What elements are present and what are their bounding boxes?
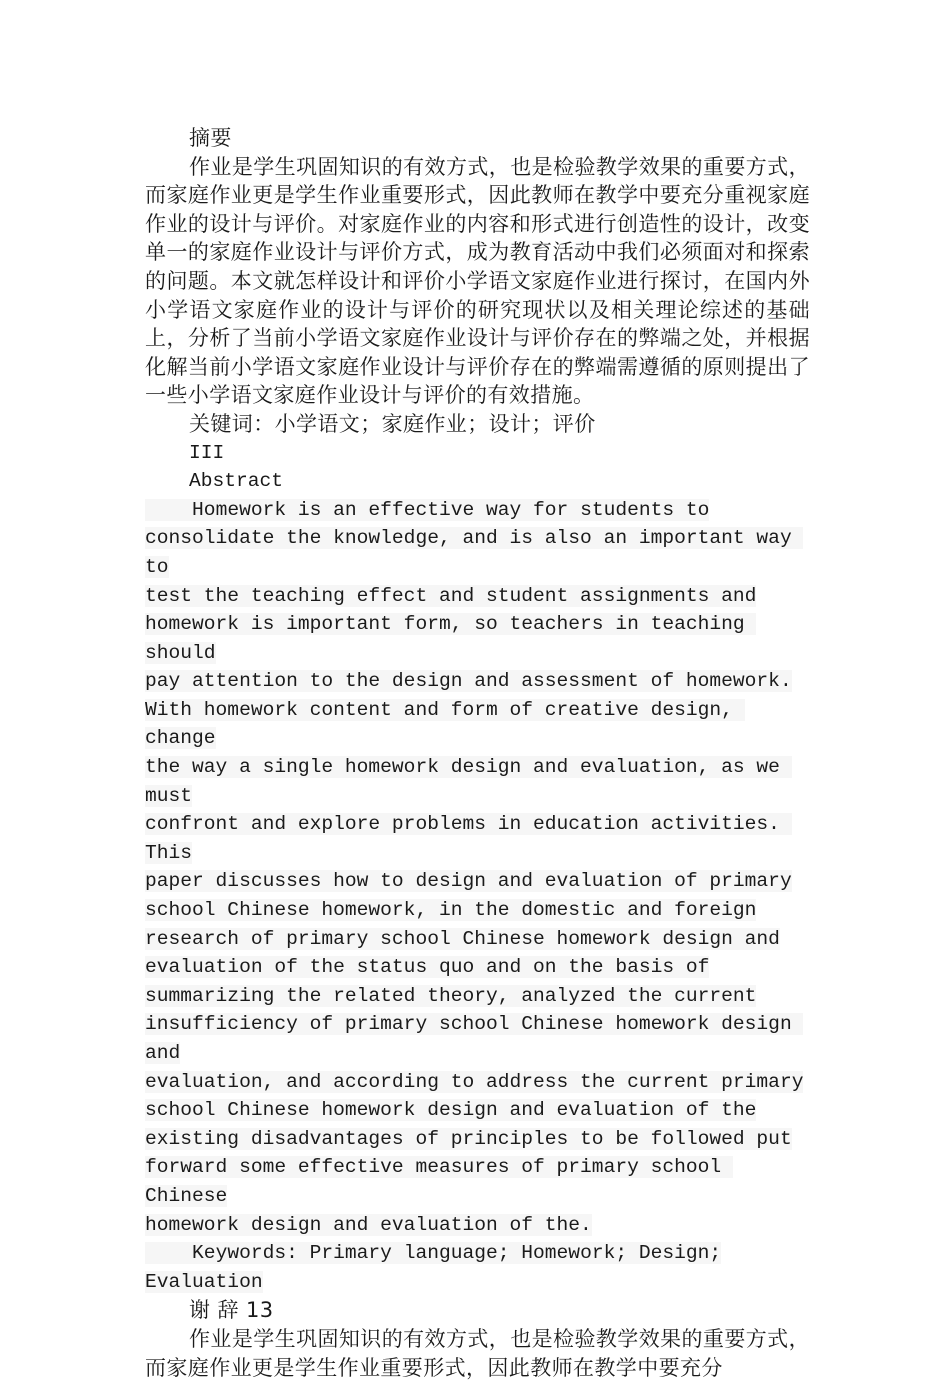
- en-abstract-line: Homework is an effective way for students to: [145, 498, 710, 521]
- zh-keywords: 关键词：小学语文；家庭作业；设计；评价: [189, 411, 596, 436]
- en-abstract-line: paper discusses how to design and evaluation of primary: [145, 870, 792, 893]
- en-abstract-line: research of primary school Chinese homework design and: [145, 927, 780, 950]
- en-abstract-line: consolidate the knowledge, and is also an important way to: [145, 527, 804, 578]
- acknowledgement-heading: 谢 辞 13: [189, 1298, 274, 1323]
- en-abstract-line: confront and explore problems in education activities. This: [145, 813, 792, 864]
- en-abstract-line: evaluation, and according to address the current primary: [145, 1070, 804, 1093]
- en-abstract-line: school Chinese homework, in the domestic and foreign: [145, 899, 757, 922]
- en-abstract-line: homework is important form, so teachers in teaching should: [145, 613, 757, 664]
- en-keywords-line: Evaluation: [145, 1270, 263, 1293]
- en-abstract-line: test the teaching effect and student assignments and: [145, 584, 757, 607]
- acknowledgement-body: 作业是学生巩固知识的有效方式，也是检验教学效果的重要方式，而家庭作业更是学生作业重要形式，因此教师在教学中要充分: [145, 1326, 810, 1380]
- page-marker: III: [189, 441, 225, 464]
- en-abstract-line: summarizing the related theory, analyzed the current: [145, 984, 757, 1007]
- en-abstract-line: With homework content and form of creative design, change: [145, 698, 745, 750]
- en-abstract-line: school Chinese homework design and evaluation of the: [145, 1099, 757, 1122]
- en-abstract-line: the way a single homework design and evaluation, as we must: [145, 756, 792, 807]
- en-abstract-line: existing disadvantages of principles to be followed put: [145, 1127, 792, 1150]
- en-abstract-heading: Abstract: [189, 470, 284, 493]
- document-page: [145, 124, 810, 1382]
- en-abstract-body: [145, 496, 810, 1239]
- en-keywords: [145, 1239, 810, 1296]
- en-abstract-line: forward some effective measures of primary school Chinese: [145, 1156, 733, 1207]
- zh-abstract-body: 作业是学生巩固知识的有效方式，也是检验教学效果的重要方式，而家庭作业更是学生作业重要形式，因此教师在教学中要充分重视家庭作业的设计与评价。对家庭作业的内容和形式进行创造性的设计，改变单一的家庭作业设计与评价方式，成为教育活动中我们必须面对和探索的问题。本文就怎样设计和评价小学语文家庭作业进行探讨，在国内外小学语文家庭作业的设计与评价的研究现状以及相关理论综述的基础上，分析了当前小学语文家庭作业设计与评价存在的弊端之处，并根据化解当前小学语文家庭作业设计与评价存在的弊端需遵循的原则提出了一些小学语文家庭作业设计与评价的有效措施。: [145, 154, 810, 408]
- en-abstract-line: evaluation of the status quo and on the basis of: [145, 956, 710, 979]
- en-abstract-line: pay attention to the design and assessment of homework.: [145, 670, 792, 693]
- en-abstract-line: homework design and evaluation of the.: [145, 1213, 592, 1236]
- zh-abstract-heading: 摘要: [189, 126, 232, 150]
- en-abstract-line: insufficiency of primary school Chinese homework design and: [145, 1013, 804, 1064]
- en-keywords-line: Keywords: Primary language; Homework; Design;: [145, 1242, 722, 1265]
